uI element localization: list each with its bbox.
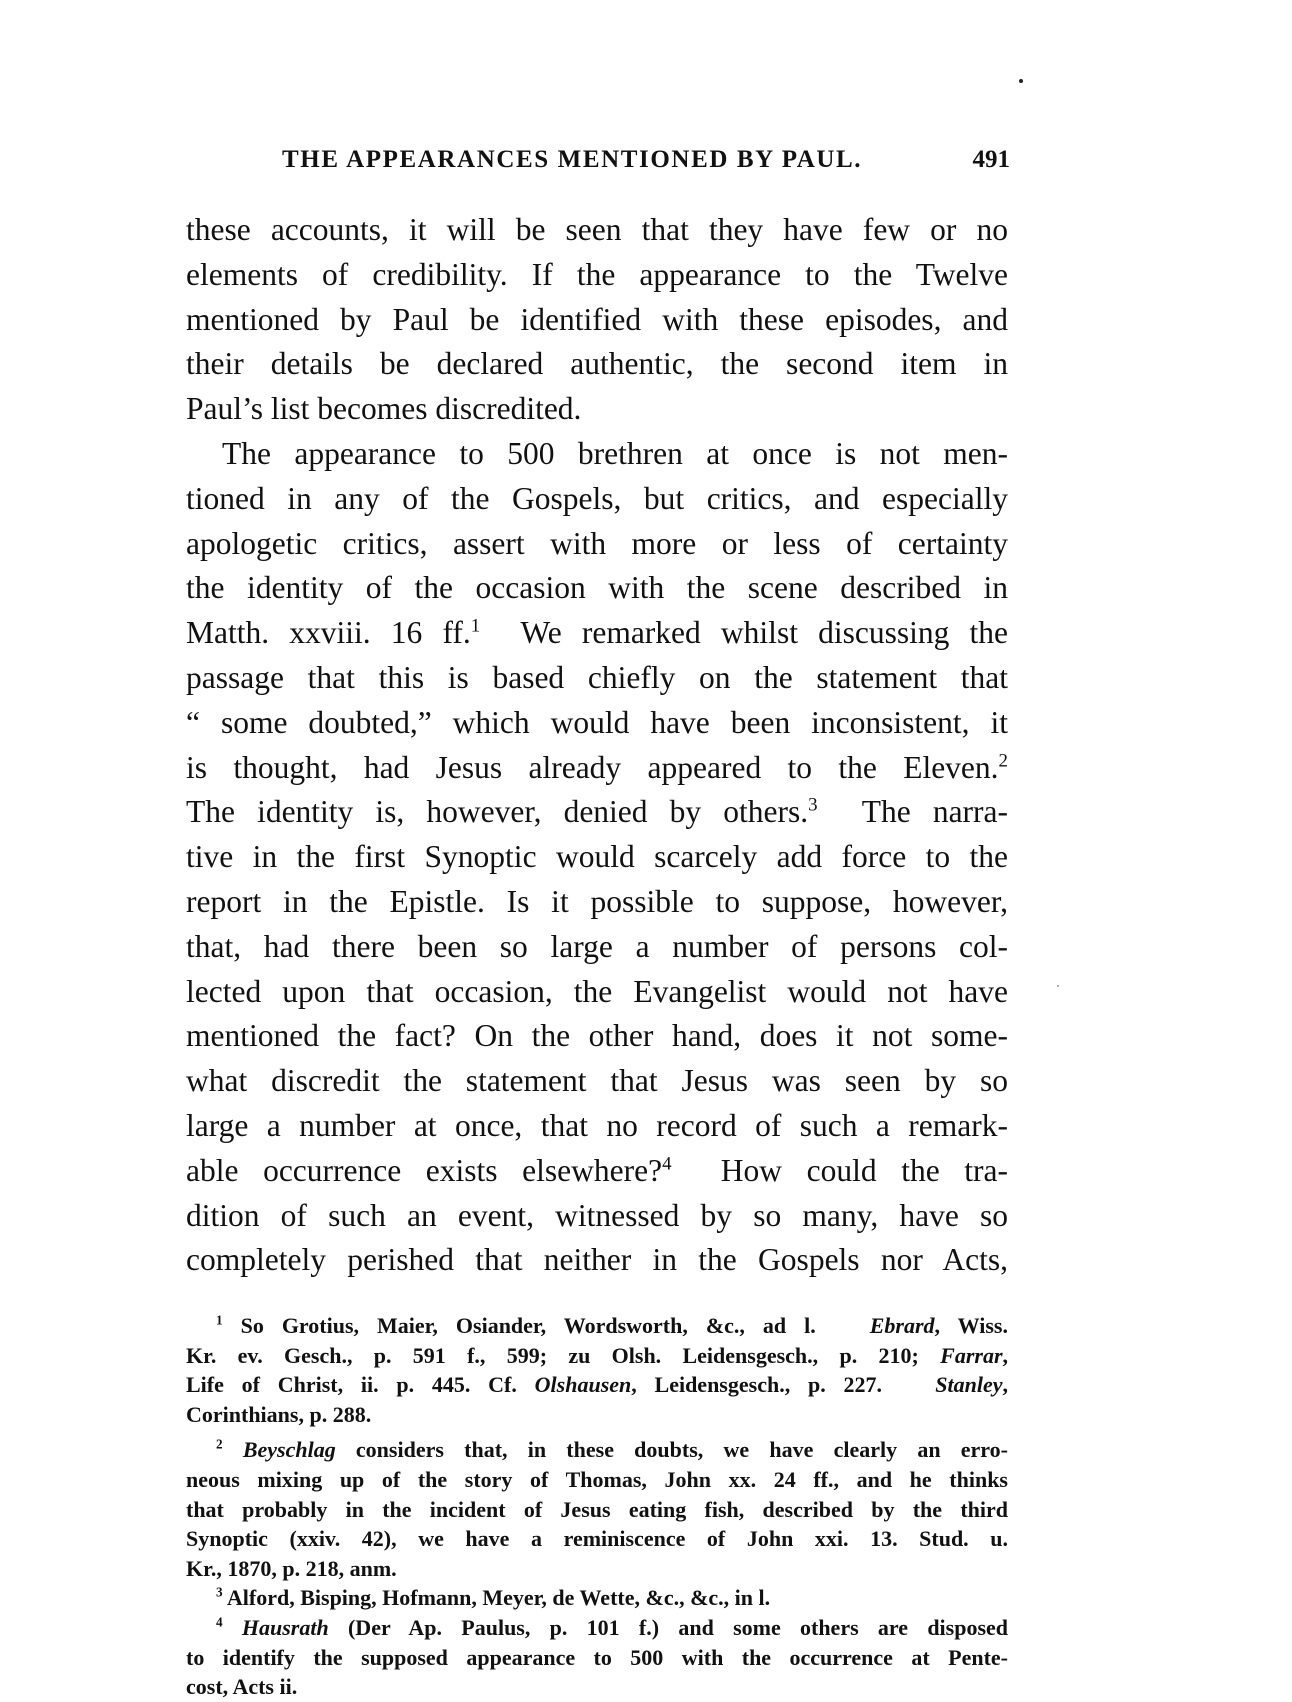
scan-speck [1019, 79, 1023, 83]
author-name: Farrar [940, 1342, 1003, 1368]
running-head-title: THE APPEARANCES MENTIONED BY PAUL. [282, 146, 863, 173]
footnote-text: Alford, Bisping, Hofmann, Meyer, de Wette, &c., &c., in l. [226, 1585, 771, 1611]
footnote-ref-1[interactable]: 1 [470, 615, 481, 637]
body-line: passage that this is based chiefly on the statement that [186, 659, 1008, 695]
footnote-ref-3[interactable]: 3 [808, 794, 818, 816]
body-line: that, had there been so large a number of persons col- [186, 928, 1008, 964]
body-line: lected upon that occasion, the Evangelist would not have [186, 973, 1008, 1009]
footnote-line: to identify the supposed appearance to 500 with the occurrence at Pente- [186, 1644, 1008, 1670]
footnote-marker: 3 [216, 1585, 223, 1601]
body-line-text: The narra- [861, 794, 1009, 830]
footnote-text: Kr. ev. Gesch., p. 591 f., 599; zu Olsh. Leidensgesch., p. 210; [186, 1342, 919, 1368]
footnote-ref-2[interactable]: 2 [998, 750, 1008, 772]
footnote-text: , Wiss. [934, 1313, 1008, 1338]
body-line: these accounts, it will be seen that they have few or no [186, 212, 1008, 247]
footnote-line [186, 1613, 1008, 1643]
body-line-text: able occurrence exists elsewhere? [186, 1152, 663, 1188]
scan-speck [1057, 985, 1059, 987]
footnote-line: Corinthians, p. 288. [186, 1401, 372, 1427]
footnote-line [186, 1341, 1008, 1371]
author-name: Stanley [935, 1372, 1003, 1398]
footnote-line [186, 1311, 1008, 1341]
author-name: Ebrard [869, 1313, 935, 1338]
author-name: Beyschlag [242, 1437, 336, 1463]
body-text [186, 208, 1008, 1283]
footnote-line [186, 1370, 1008, 1400]
footnote-ref-4[interactable]: 4 [662, 1153, 672, 1175]
footnote-text: , [1002, 1372, 1009, 1398]
body-line [186, 1149, 1008, 1194]
footnote-line [186, 1583, 1008, 1613]
running-head [282, 146, 1010, 180]
body-line: report in the Epistle. Is it possible to suppose, however, [186, 883, 1008, 919]
body-line: their details be declared authentic, the second item in [186, 346, 1008, 382]
body-line: elements of credibility. If the appearance to the Twelve [186, 256, 1008, 292]
author-name: Hausrath [241, 1614, 329, 1640]
footnote-line: cost, Acts ii. [186, 1674, 298, 1700]
footnotes [186, 1311, 1008, 1702]
body-line: dition of such an event, witnessed by so many, have so [186, 1197, 1008, 1233]
author-name: Olshausen [534, 1372, 632, 1398]
footnote-line: Kr., 1870, p. 218, anm. [186, 1555, 397, 1581]
footnote-1 [186, 1311, 1008, 1429]
body-line: tioned in any of the Gospels, but critics, and especially [186, 480, 1008, 516]
footnote-text: considers that, in these doubts, we have clearly an erro- [355, 1437, 1008, 1463]
body-line: completely perished that neither in the Gospels nor Acts, [186, 1242, 1008, 1278]
body-line: large a number at once, that no record of such a remark- [186, 1107, 1008, 1143]
footnote-text: So Grotius, Maier, Osiander, Wordsworth, &c., ad l. [240, 1313, 816, 1338]
body-line: mentioned the fact? On the other hand, does it not some- [186, 1018, 1008, 1054]
footnote-4 [186, 1613, 1008, 1702]
body-line-text: Matth. xxviii. 16 ff. [186, 615, 471, 651]
body-line: the identity of the occasion with the scene described in [186, 570, 1008, 606]
footnote-3 [186, 1583, 1008, 1613]
body-line-text: The identity is, however, denied by others. [186, 794, 809, 830]
body-line-text: How could the tra- [720, 1152, 1008, 1188]
footnote-text: , Leidensgesch., p. 227. [631, 1372, 882, 1398]
body-line: “ some doubted,” which would have been inconsistent, it [186, 704, 1008, 740]
footnote-marker: 1 [216, 1312, 223, 1328]
footnote-line [186, 1435, 1008, 1465]
body-line-text: We remarked whilst discussing the [520, 615, 1008, 651]
body-line: tive in the first Synoptic would scarcely add force to the [186, 839, 1008, 875]
footnote-text: , [1002, 1342, 1009, 1368]
footnote-2 [186, 1435, 1008, 1583]
body-line: mentioned by Paul be identified with these episodes, and [186, 301, 1008, 337]
body-line: what discredit the statement that Jesus was seen by so [186, 1063, 1008, 1099]
footnote-line: neous mixing up of the story of Thomas, John xx. 24 ff., and he thinks [186, 1466, 1008, 1492]
body-line-text: is thought, had Jesus already appeared to the Eleven. [186, 749, 999, 785]
body-line: The appearance to 500 brethren at once is not men- [222, 435, 1008, 471]
footnote-marker: 2 [216, 1437, 223, 1453]
footnote-text: (Der Ap. Paulus, p. 101 f.) and some others are disposed [347, 1614, 1009, 1640]
page-number: 491 [972, 146, 1010, 173]
body-line: Paul’s list becomes discredited. [186, 391, 582, 427]
body-line [186, 746, 1008, 791]
footnote-line: that probably in the incident of Jesus eating fish, described by the third [186, 1496, 1008, 1522]
footnote-line: Synoptic (xxiv. 42), we have a reminiscence of John xxi. 13. Stud. u. [186, 1526, 1008, 1552]
footnote-marker: 4 [216, 1614, 223, 1630]
body-line: apologetic critics, assert with more or less of certainty [186, 525, 1008, 561]
footnote-text: Life of Christ, ii. p. 445. Cf. [186, 1372, 517, 1398]
body-line [186, 790, 1008, 835]
body-line [186, 611, 1008, 656]
